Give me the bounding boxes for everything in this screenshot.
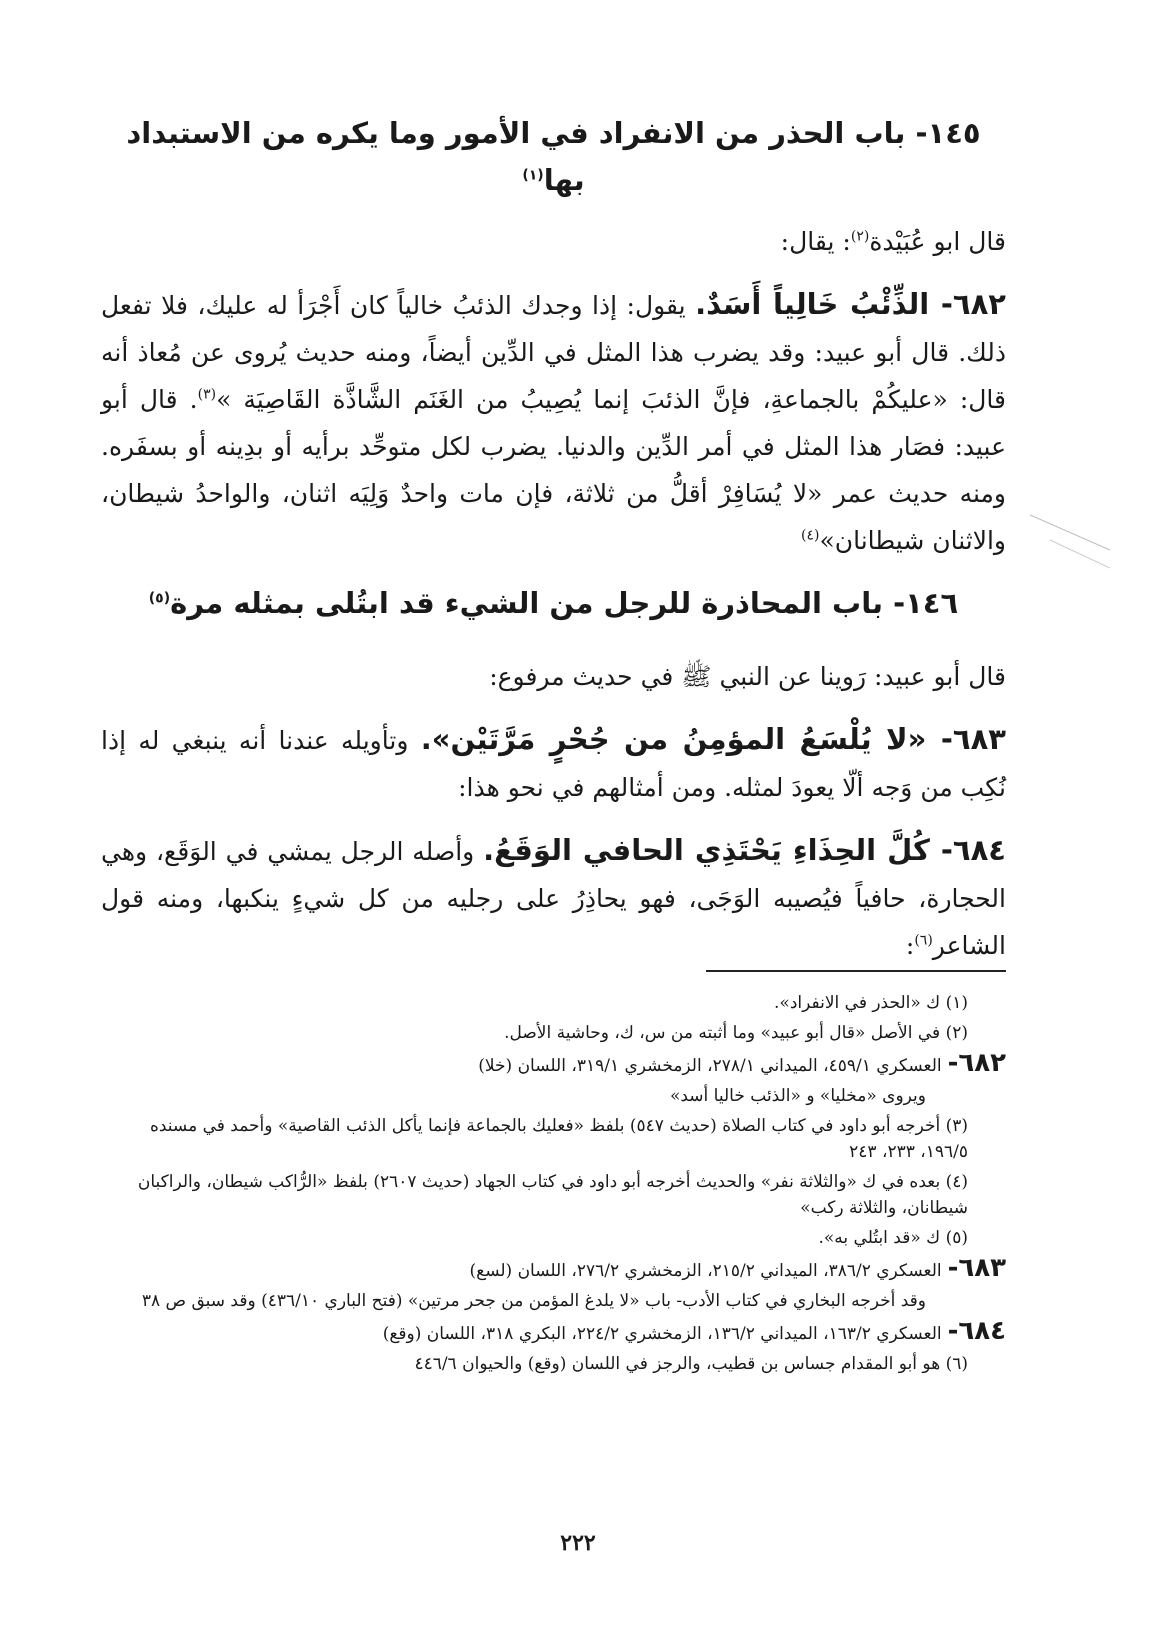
reference-number: ٦٨٤- xyxy=(947,1316,1006,1346)
entry-683 xyxy=(101,716,1006,811)
note-ref: (٥) xyxy=(148,590,171,607)
reference-number: ٦٨٢- xyxy=(947,1048,1006,1078)
reference-682-variant: ويروى «مخليا» و «الذئب خاليا أسد» xyxy=(669,1086,926,1106)
intro-145-tail: : يقال: xyxy=(780,227,851,256)
proverb-684: ٦٨٤- كُلَّ الحِذَاءِ يَحْتَذِي الحافي الوَقَعُ. xyxy=(483,833,1007,867)
footnote-6: (٦) هو أبو المقدام جساس بن قطيب، والرجز في اللسان (وقع) والحيوان ٤٤٦/٦ xyxy=(414,1354,968,1374)
chapter-145-title: ١٤٥- باب الحذر من الانفراد في الأمور وما يكره من الاستبداد بها xyxy=(126,116,981,197)
reference-683-extra: وقد أخرجه البخاري في كتاب الأدب- باب «لا يلدغ المؤمن من جحر مرتين» (فتح الباري ٤٣٦/١٠) وقد سبق ص ٣٨ xyxy=(141,1291,926,1311)
intro-145 xyxy=(101,218,1006,265)
entry-684-tail: : xyxy=(905,931,915,960)
footnote-1: (١) ك «الحذر في الانفراد». xyxy=(774,993,968,1013)
footnote-5: (٥) ك «قد ابتُلي به». xyxy=(818,1228,968,1248)
entry-684 xyxy=(101,827,1006,969)
proverb-682: ٦٨٢- الذِّئْبُ خَالِياً أَسَدٌ. xyxy=(695,287,1006,321)
scan-artifact-lines xyxy=(1030,510,1110,570)
entry-682-body: يقول: إذا وجدك الذئبُ خالياً كان أَجْرَأ له عليك، فلا تفعل ذلك. قال أبو عبيد: وقد يضرب هذا المثل في الدِّين أيضاً، ومنه حديث يُروى عن مُعاذ أنه قال: «عليكُمْ بالجماعةِ، فإنَّ الذئبَ إنما يُصِيبُ من الغَنَم الشَّاذَّة القَاصِيَة » xyxy=(101,291,1006,414)
chapter-145-heading xyxy=(101,110,1006,204)
footnotes xyxy=(101,990,1006,1381)
reference-text: العسكري ٤٥٩/١، الميداني ٢٧٨/١، الزمخشري ٣١٩/١، اللسان (خلا) xyxy=(478,1056,942,1076)
note-ref: (٣) xyxy=(197,386,217,403)
proverb-683: ٦٨٣- «لا يُلْسَعُ المؤمِنُ من جُحْرٍ مَرَّتَيْن». xyxy=(420,722,1006,756)
reference-684 xyxy=(101,1318,1006,1347)
footnote-2: (٢) في الأصل «قال أبو عبيد» وما أثبته من س، ك، وحاشية الأصل. xyxy=(504,1023,968,1043)
reference-number: ٦٨٣- xyxy=(947,1253,1006,1283)
page-number: ٢٢٢ xyxy=(560,1530,596,1556)
note-ref: (١) xyxy=(522,167,544,184)
main-text xyxy=(101,110,1006,985)
footnote-4: (٤) بعده في ك «والثلاثة نفر» والحديث أخرجه أبو داود في كتاب الجهاد (حديث ٢٦٠٧) بلفظ «الرُّاكب شيطان، والراكبان شيطانان، والثلاثة ركب» xyxy=(137,1172,968,1218)
intro-145-text: قال ابو عُبَيْدة xyxy=(869,227,1006,256)
chapter-146-heading xyxy=(101,580,1006,627)
reference-text: العسكري ١٦٣/٢، الميداني ١٣٦/٢، الزمخشري ٢٢٤/٢، البكري ٣١٨، اللسان (وقع) xyxy=(382,1324,942,1344)
intro-146: قال أبو عبيد: رَوينا عن النبي ﷺ في حديث مرفوع: xyxy=(489,662,1006,691)
reference-683 xyxy=(101,1255,1006,1284)
reference-682 xyxy=(101,1050,1006,1079)
reference-text: العسكري ٣٨٦/٢، الميداني ٢١٥/٢، الزمخشري ٢٧٦/٢، اللسان (لسع) xyxy=(469,1261,942,1281)
entry-682-body-2: . قال أبو عبيد: فصَار هذا المثل في أمر الدِّين والدنيا. يضرب لكل متوحِّد برأيه أو بدِينه أو بسفَره. ومنه حديث عمر «لا يُسَافِرْ أقلُّ من ثلاثة، فإن مات واحدٌ وَلِيَه اثنان، والواحدُ شيطان، والاثنان شيطانان» xyxy=(101,385,1006,555)
footnote-divider xyxy=(706,970,1006,972)
note-ref: (٤) xyxy=(800,527,820,544)
entry-684-body: وأصله الرجل يمشي في الوَقَع، وهي الحجارة، حافياً فيُصيبه الوَجَى، فهو يحاذِرُ على رجليه من كل شيءٍ ينكبها، ومنه قول الشاعر xyxy=(101,837,1006,960)
note-ref: (٦) xyxy=(914,932,933,949)
entry-682 xyxy=(101,281,1006,564)
footnote-3: (٣) أخرجه أبو داود في كتاب الصلاة (حديث ٥٤٧) بلفظ «فعليك بالجماعة فإنما يأكل الذئب القاصية» وأحمد في مسنده ١٩٦/٥، ٢٣٣، ٢٤٣ xyxy=(149,1116,968,1162)
note-ref: (٢) xyxy=(850,228,870,245)
entry-683-body: وتأويله عندنا أنه ينبغي له إذا نُكِب من وَجه ألّا يعودَ لمثله. ومن أمثالهم في نحو هذا: xyxy=(101,726,1006,802)
chapter-146-title: ١٤٦- باب المحاذرة للرجل من الشيء قد ابتُلى بمثله مرة xyxy=(170,586,959,620)
